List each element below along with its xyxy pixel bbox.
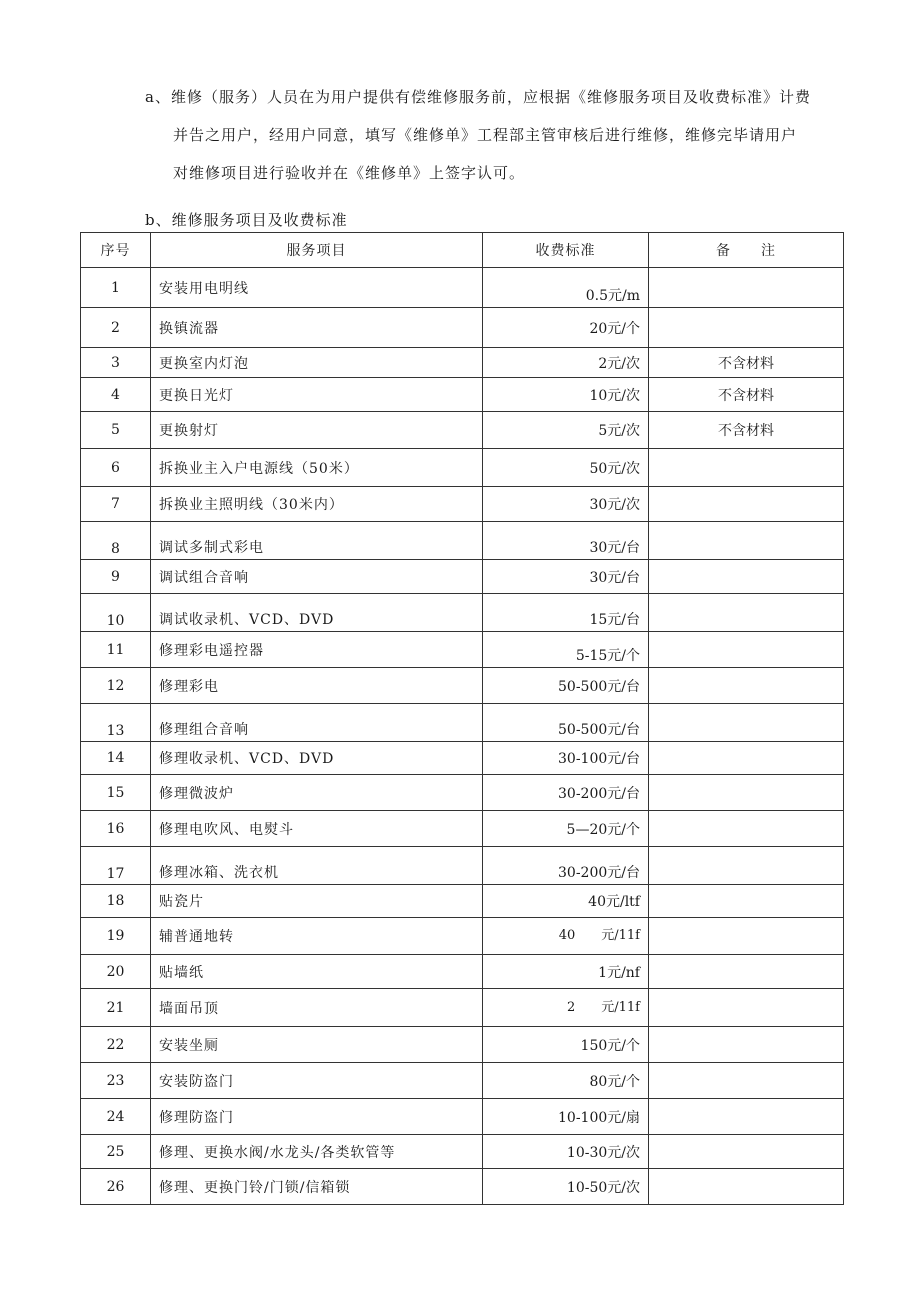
row-fee: 2 元/11f — [483, 989, 649, 1027]
row-item: 修理、更换水阀/水龙头/各类软管等 — [151, 1135, 483, 1169]
row-item: 修理防盗门 — [151, 1099, 483, 1135]
table-row — [81, 348, 844, 378]
row-item: 调试多制式彩电 — [151, 522, 483, 560]
row-item: 拆换业主入户电源线（50米） — [151, 449, 483, 487]
table-header-row — [81, 233, 844, 268]
row-note — [649, 632, 844, 668]
table-title: b、维修服务项目及收费标准 — [145, 211, 348, 229]
row-note — [649, 742, 844, 775]
table-row — [81, 847, 844, 885]
table-row — [81, 560, 844, 594]
table-row — [81, 704, 844, 742]
row-item: 贴墙纸 — [151, 955, 483, 989]
row-fee: 30元/次 — [483, 487, 649, 522]
row-item: 拆换业主照明线（30米内） — [151, 487, 483, 522]
intro-line-2: 并告之用户，经用户同意，填写《维修单》工程部主管审核后进行维修，维修完毕请用户 — [173, 126, 798, 144]
intro-line-1: a、维修（服务）人员在为用户提供有偿维修服务前，应根据《维修服务项目及收费标准》计费 — [145, 88, 811, 106]
row-item: 修理、更换门铃/门锁/信箱锁 — [151, 1169, 483, 1205]
row-item: 贴瓷片 — [151, 885, 483, 918]
table-row — [81, 742, 844, 775]
table-row — [81, 594, 844, 632]
row-no: 26 — [81, 1169, 151, 1205]
row-fee: 10元/次 — [483, 378, 649, 412]
row-fee: 150元/个 — [483, 1027, 649, 1063]
row-no: 7 — [81, 487, 151, 522]
table-row — [81, 1135, 844, 1169]
row-note — [649, 989, 844, 1027]
table-row — [81, 989, 844, 1027]
row-fee: 0.5元/m — [483, 268, 649, 308]
row-item: 安装坐厕 — [151, 1027, 483, 1063]
row-no: 20 — [81, 955, 151, 989]
row-item: 修理组合音响 — [151, 704, 483, 742]
table-row — [81, 885, 844, 918]
row-no: 1 — [81, 268, 151, 308]
row-no: 18 — [81, 885, 151, 918]
table-row — [81, 1027, 844, 1063]
row-fee: 10-100元/扇 — [483, 1099, 649, 1135]
row-no: 23 — [81, 1063, 151, 1099]
row-note — [649, 775, 844, 811]
row-note — [649, 449, 844, 487]
row-no: 25 — [81, 1135, 151, 1169]
row-item: 修理冰箱、洗衣机 — [151, 847, 483, 885]
row-item: 修理收录机、VCD、DVD — [151, 742, 483, 775]
table-row — [81, 811, 844, 847]
table-row — [81, 487, 844, 522]
row-note — [649, 268, 844, 308]
row-fee: 30-200元/台 — [483, 775, 649, 811]
row-no: 4 — [81, 378, 151, 412]
header-item: 服务项目 — [151, 233, 483, 268]
table-row — [81, 775, 844, 811]
fee-table — [80, 232, 844, 1205]
row-item: 辅普通地转 — [151, 918, 483, 955]
table-row — [81, 412, 844, 449]
row-note — [649, 704, 844, 742]
row-no: 16 — [81, 811, 151, 847]
row-fee: 10-50元/次 — [483, 1169, 649, 1205]
row-no: 13 — [81, 704, 151, 742]
table-row — [81, 522, 844, 560]
row-item: 修理彩电 — [151, 668, 483, 704]
row-fee: 10-30元/次 — [483, 1135, 649, 1169]
row-no: 12 — [81, 668, 151, 704]
row-fee: 50-500元/台 — [483, 668, 649, 704]
row-fee: 40 元/11f — [483, 918, 649, 955]
row-note — [649, 918, 844, 955]
row-note — [649, 1063, 844, 1099]
row-note — [649, 885, 844, 918]
row-fee: 15元/台 — [483, 594, 649, 632]
header-note: 备 注 — [649, 233, 844, 268]
table-row — [81, 918, 844, 955]
row-fee: 5-15元/个 — [483, 632, 649, 668]
row-note — [649, 1135, 844, 1169]
row-item: 调试收录机、VCD、DVD — [151, 594, 483, 632]
row-no: 19 — [81, 918, 151, 955]
row-note — [649, 560, 844, 594]
row-fee: 5—20元/个 — [483, 811, 649, 847]
row-note — [649, 308, 844, 348]
row-no: 21 — [81, 989, 151, 1027]
row-no: 15 — [81, 775, 151, 811]
row-fee: 20元/个 — [483, 308, 649, 348]
row-item: 墙面吊顶 — [151, 989, 483, 1027]
row-note: 不含材料 — [649, 378, 844, 412]
table-row — [81, 268, 844, 308]
table-row — [81, 1063, 844, 1099]
row-fee: 30元/台 — [483, 560, 649, 594]
row-no: 2 — [81, 308, 151, 348]
table-row — [81, 1099, 844, 1135]
row-item: 调试组合音响 — [151, 560, 483, 594]
row-no: 3 — [81, 348, 151, 378]
row-no: 17 — [81, 847, 151, 885]
row-no: 5 — [81, 412, 151, 449]
row-note — [649, 1027, 844, 1063]
row-fee: 30-200元/台 — [483, 847, 649, 885]
row-item: 更换室内灯泡 — [151, 348, 483, 378]
row-note — [649, 1169, 844, 1205]
table-row — [81, 955, 844, 989]
table-row — [81, 308, 844, 348]
row-item: 换镇流器 — [151, 308, 483, 348]
row-fee: 40元/ltf — [483, 885, 649, 918]
table-row — [81, 449, 844, 487]
row-no: 8 — [81, 522, 151, 560]
row-fee: 1元/nf — [483, 955, 649, 989]
row-note: 不含材料 — [649, 412, 844, 449]
row-no: 10 — [81, 594, 151, 632]
row-fee: 5元/次 — [483, 412, 649, 449]
row-item: 更换日光灯 — [151, 378, 483, 412]
row-note — [649, 522, 844, 560]
row-no: 14 — [81, 742, 151, 775]
table-row — [81, 668, 844, 704]
row-note — [649, 668, 844, 704]
row-note — [649, 811, 844, 847]
row-note: 不含材料 — [649, 348, 844, 378]
row-fee: 80元/个 — [483, 1063, 649, 1099]
row-note — [649, 594, 844, 632]
row-note — [649, 955, 844, 989]
header-no: 序号 — [81, 233, 151, 268]
row-fee: 30-100元/台 — [483, 742, 649, 775]
row-no: 9 — [81, 560, 151, 594]
table-row — [81, 1169, 844, 1205]
row-item: 更换射灯 — [151, 412, 483, 449]
row-item: 修理微波炉 — [151, 775, 483, 811]
row-fee: 30元/台 — [483, 522, 649, 560]
row-item: 修理彩电遥控器 — [151, 632, 483, 668]
row-no: 11 — [81, 632, 151, 668]
row-item: 安装用电明线 — [151, 268, 483, 308]
intro-line-3: 对维修项目进行验收并在《维修单》上签字认可。 — [173, 164, 526, 182]
fee-table-body — [81, 268, 844, 1205]
row-note — [649, 487, 844, 522]
row-no: 6 — [81, 449, 151, 487]
row-note — [649, 1099, 844, 1135]
row-item: 安装防盗门 — [151, 1063, 483, 1099]
row-no: 24 — [81, 1099, 151, 1135]
intro-paragraph — [145, 78, 845, 192]
table-row — [81, 632, 844, 668]
row-fee: 2元/次 — [483, 348, 649, 378]
row-fee: 50-500元/台 — [483, 704, 649, 742]
row-note — [649, 847, 844, 885]
header-fee: 收费标准 — [483, 233, 649, 268]
table-row — [81, 378, 844, 412]
row-fee: 50元/次 — [483, 449, 649, 487]
row-item: 修理电吹风、电熨斗 — [151, 811, 483, 847]
row-no: 22 — [81, 1027, 151, 1063]
